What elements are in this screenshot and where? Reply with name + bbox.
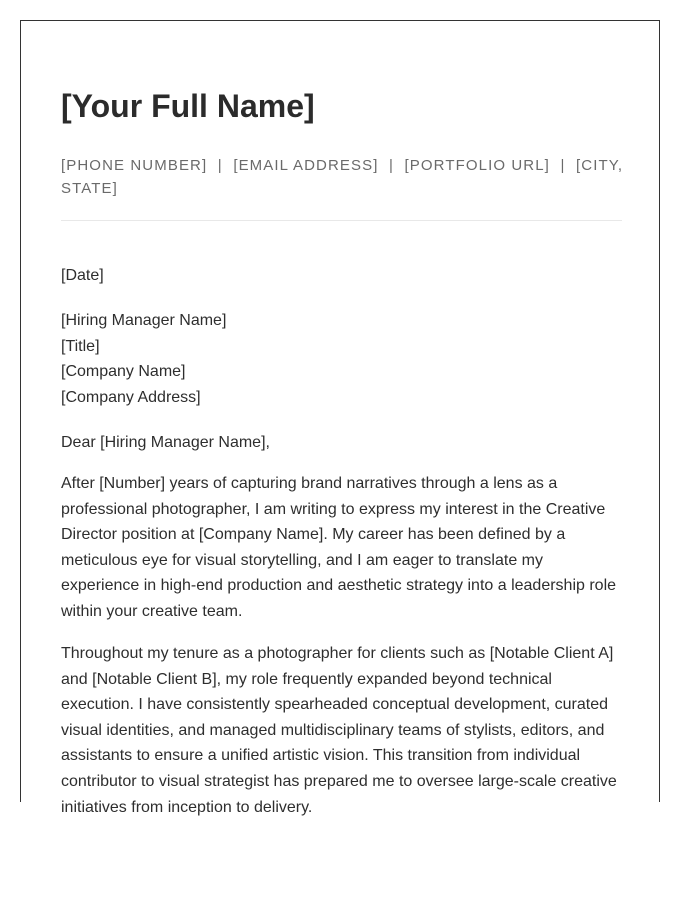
paragraph-line: meticulous eye for visual storytelling, and I am eager to translate my [61, 551, 543, 569]
recipient-address: [Company Address] [61, 388, 201, 406]
paragraph-line: After [Number] years of capturing brand narratives through a lens as a [61, 475, 558, 492]
recipient-title: [Title] [61, 337, 100, 355]
body-paragraph-1 [61, 471, 622, 625]
contact-line: [PHONE NUMBER] | [EMAIL ADDRESS] | [PORTFOLIO URL] | [CITY, [61, 157, 624, 174]
paragraph-line: experience in high-end production and aesthetic strategy into a leadership role [61, 577, 617, 595]
contact-info [61, 154, 624, 200]
paragraph-line: visual identities, and managed multidisciplinary teams of stylists, editors, and [61, 721, 605, 739]
letter-page [20, 20, 660, 816]
paragraph-line: assistants to ensure a unified artistic vision. This transition from individual [61, 747, 581, 765]
recipient-name: [Hiring Manager Name] [61, 312, 227, 329]
paragraph-line: and [Notable Client B], my role frequently expanded beyond technical [61, 670, 552, 688]
contact-line: STATE] [61, 180, 118, 197]
applicant-name: [Your Full Name] [61, 88, 315, 124]
paragraph-line: Director position at [Company Name]. My career has been defined by a [61, 526, 566, 544]
paragraph-line: contributor to visual strategist has prepared me to oversee large-scale creative [61, 772, 617, 790]
paragraph-line: execution. I have consistently spearheaded conceptual development, curated [61, 696, 609, 714]
paragraph-line: within your creative team. [61, 602, 243, 620]
body-paragraph-2 [61, 641, 622, 820]
header-divider [61, 220, 622, 221]
paragraph-line: professional photographer, I am writing to express my interest in the Creative [61, 500, 606, 518]
recipient-company: [Company Name] [61, 363, 186, 381]
salutation: Dear [Hiring Manager Name], [61, 434, 270, 451]
paragraph-line: Throughout my tenure as a photographer for clients such as [Notable Client A] [61, 645, 614, 662]
paragraph-line: initiatives from inception to delivery. [61, 798, 313, 816]
letter-date: [Date] [61, 267, 104, 284]
